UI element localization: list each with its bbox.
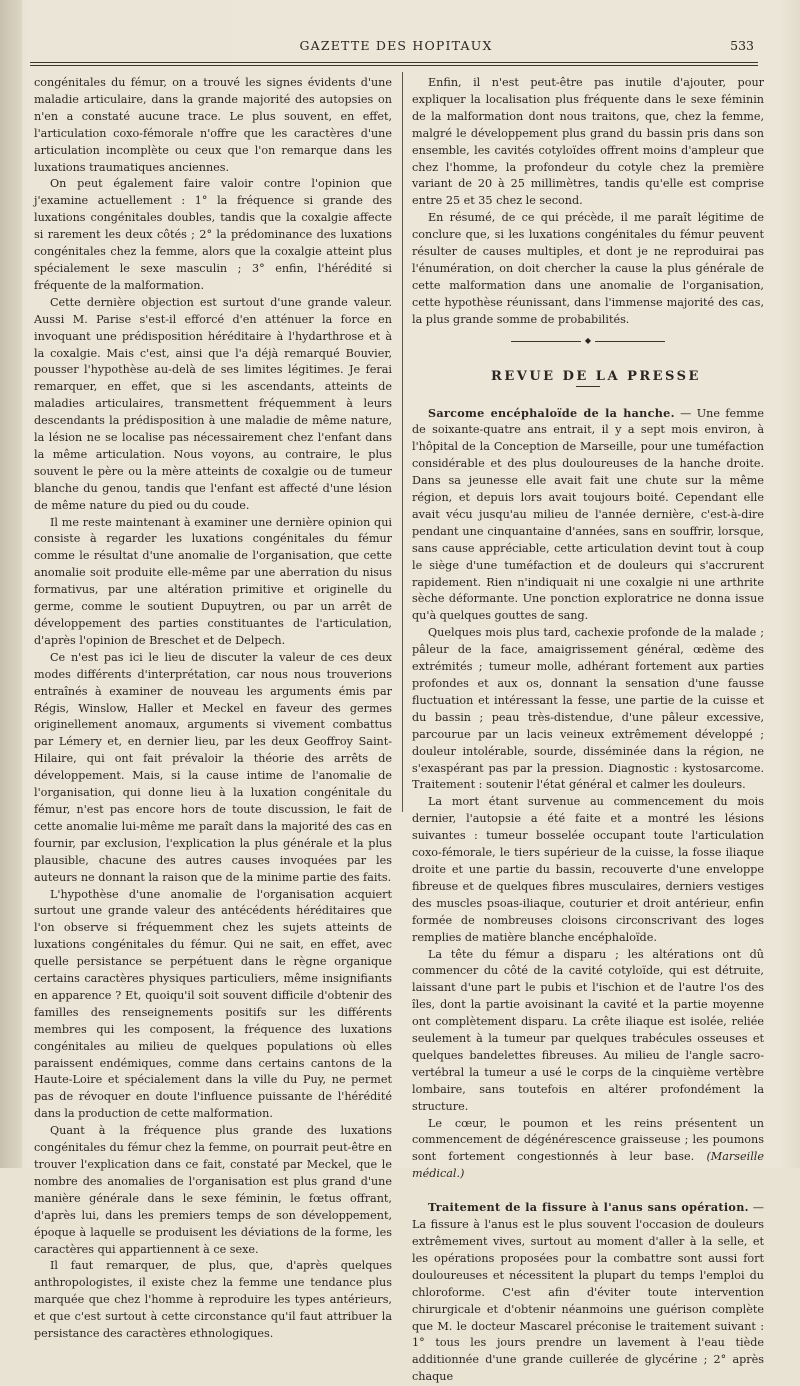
article-title: Sarcome encéphaloïde de la hanche. (428, 405, 675, 420)
paragraph: La mort étant survenue au commencement du mois dernier, l'autopsie a été faite et a montré les lésions suivantes : tumeur bosselée occupant toute l'articulation coxo-fémorale, le tiers supérieur de la cuisse, la fosse iliaque droite et une partie du bassin, recouverte d'une enveloppe fibreuse et de quelques fibres musculaires, derniers vestiges des muscles psoas-iliaque, couturier et droit antérieur, enfin formée de nombreuses cloisons circonscrivant des loges remplies de matière blanche encéphaloïde. (412, 795, 764, 944)
page-binding-shadow (0, 0, 22, 1168)
right-column (412, 75, 764, 1386)
page-header (30, 38, 762, 58)
article-paragraph (412, 1199, 764, 1386)
article-text: — Une femme de soixante-quatre ans entrait, il y a sept mois environ, à l'hôpital de la Conception de Marseille, pour une tuméfaction considérable et des plus douloureuses de la hanche droite. Dans sa jeunesse elle avait fait une chute sur la même région, et depuis lors avait toujours boité. Cependant elle avait vécu jusqu'au milieu de l'année dernière, c'est-à-dire pendant une cinquantaine d'années, sans en souffrir, lorsque, sans cause appréciable, cette articulation devint tout à coup le siège d'une tuméfaction et de douleurs qui s'accrurent rapidement. Rien n'indiquait ni une coxalgie ni une arthrite sèche déformante. Une ponction exploratrice ne donna issue qu'à quelques gouttes de sang. (412, 406, 764, 623)
paragraph: Enfin, il n'est peut-être pas inutile d'ajouter, pour expliquer la localisation plus fréquente dans le sexe féminin de la malformation dont nous traitons, que, chez la femme, malgré le développement plus grand du bassin pris dans son ensemble, les cavités cotyloïdes offrent moins d'ampleur que chez l'homme, la profondeur du cotyle chez la première variant de 20 à 25 millimètres, tandis qu'elle est comprise entre 25 et 35 chez le second. (412, 76, 764, 208)
section-title: REVUE DE LA PRESSE (491, 368, 701, 384)
paragraph: En résumé, de ce qui précède, il me paraît légitime de conclure que, si les luxations congénitales du fémur peuvent résulter de causes multiples, et dont je ne reproduirai pas l'énumération, on doit chercher la cause la plus générale de cette malformation dans une anomalie de l'organisation, cette hypothèse réunissant, dans l'immense majorité des cas, la plus grande somme de probabilités. (412, 211, 764, 326)
running-title: GAZETTE DES HOPITAUX (299, 38, 493, 53)
article-paragraph (412, 1116, 764, 1184)
article-title: Traitement de la fissure à l'anus sans opération. (428, 1200, 749, 1215)
paragraph: Quelques mois plus tard, cachexie profonde de la malade ; pâleur de la face, amaigrissement général, œdème des extrémités ; tumeur molle, adhérant fortement aux parties profondes et aux os, donnant la sensation d'une fausse fluctuation et intéressant la fesse, une partie de la cuisse et du bassin ; peau très-distendue, d'une pâleur excessive, parcourue par un lacis veineux extrêmement développé ; douleur intolérable, sourde, disséminée dans la région, ne s'exaspérant pas par la pression. Diagnostic : kystosarcome. Traitement : soutenir l'état général et calmer les douleurs. (412, 626, 764, 792)
paragraph: L'hypothèse d'une anomalie de l'organisation acquiert surtout une grande valeur des antécédents héréditaires que l'on observe si fréquemment chez les sujets atteints de luxations congénitales du fémur. Qui ne sait, en effet, avec quelle persistance se perpétuent dans le règne organique certains caractères physiques particuliers, même insignifiants en apparence ? Et, quoiqu'il soit souvent difficile d'obtenir des familles des renseignements positifs sur les différents membres qui les composent, la fréquence des luxations congénitales au milieu de quelques populations où elles paraissent endémiques, comme dans certains cantons de la Haute-Loire et spécialement dans la ville du Puy, ne permet pas de révoquer en doute l'influence puissante de l'hérédité dans la production de cette malformation. (34, 887, 392, 1121)
section-title-rule (576, 386, 600, 387)
paragraph: On peut également faire valoir contre l'opinion que j'examine actuellement : 1° la fréquence si grande des luxations congénitales doubles, tandis que la coxalgie affecte si rarement les deux côtés ; 2° la prédominance des luxations congénitales chez la femme, alors que la coxalgie atteint plus spécialement le sexe masculin ; 3° enfin, l'hérédité si fréquente de la malformation. (34, 177, 392, 292)
paragraph: Il faut remarquer, de plus, que, d'après quelques anthropologistes, il existe chez la femme une tendance plus marquée que chez l'homme à reproduire les types antérieurs, et que c'est surtout à cette circonstance qu'il faut attribuer la persistance des caractères ethnologiques. (34, 1259, 392, 1341)
paragraph: Quant à la fréquence plus grande des luxations congénitales du fémur chez la femme, on pourrait peut-être en trouver l'explication dans ce fait, constaté par Meckel, que le nombre des anomalies de l'organisation est plus grand d'une manière générale dans le sexe féminin, le fœtus offrant, d'après lui, dans les premiers temps de son développement, époque à laquelle se produisent les déviations de la forme, les caractères qui appartiennent à ce sexe. (34, 1124, 392, 1256)
article-paragraph (412, 405, 764, 626)
article-text: Le cœur, le poumon et les reins présentent un commencement de dégénérescence graisseuse ; les poumons sont fortement congestionnés à leur base. (412, 1116, 764, 1164)
paragraph: La tête du fémur a disparu ; les altérations ont dû commencer du côté de la cavité cotyloïde, qui est détruite, laissant d'une part le pubis et l'ischion et de l'autre l'os des îles, dont la partie avoisinant la cavité et la partie moyenne ont complètement disparu. La crête iliaque est isolée, reliée seulement à la tumeur par quelques trabécules osseuses et quelques bandelettes fibreuses. Au milieu de l'angle sacro-vertébral la tumeur a usé le corps de la cinquième vertèbre lombaire, sans toutefois en altérer profondément la structure. (412, 947, 764, 1113)
section-separator-ornament: ◆ (412, 337, 764, 347)
page-number: 533 (730, 38, 754, 53)
article-source: (Marseille médical.) (412, 1150, 764, 1181)
paragraph: Cette dernière objection est surtout d'une grande valeur. Aussi M. Parise s'est-il efforcé d'en atténuer la force en invoquant une prédisposition héréditaire à l'hydarthrose et à la coxalgie. Mais c'est, ainsi que l'a déjà remarqué Bouvier, pousser l'hypothèse au-delà de ses limites légitimes. Je ferai remarquer, en effet, que si les ascendants, atteints de maladies articulaires, transmettent fréquemment à leurs descendants la prédisposition à une maladie de même nature, la lésion ne se localise pas nécessairement chez l'enfant dans la même articulation. Nous voyons, au contraire, le plus souvent le père ou la mère atteints de coxalgie ou de tumeur blanche du genou, tandis que l'enfant est affecté d'une lésion de même nature du pied ou du coude. (34, 295, 392, 512)
paragraph: Ce n'est pas ici le lieu de discuter la valeur de ces deux modes différents d'interprétation, car nous nous trouverions entraînés à examiner de nouveau les arguments émis par Régis, Winslow, Haller et Meckel en faveur des germes originellement anomaux, arguments si vivement combattus par Lémery et, en dernier lieu, par les deux Geoffroy Saint-Hilaire, qui ont fait prévaloir la théorie des arrêts de développement. Mais, si la cause intime de l'anomalie de l'organisation, qui donne lieu à la luxation congénitale du fémur, n'est pas encore hors de toute discussion, le fait de cette anomalie lui-même me paraît dans la majorité des cas en fournir, par exclusion, l'explication la plus générale et la plus plausible, chacune des autres causes invoquées par les auteurs ne donnant la raison que de la minime partie des faits. (34, 650, 392, 884)
paragraph: Il me reste maintenant à examiner une dernière opinion qui consiste à regarder les luxations congénitales du fémur comme le résultat d'une anomalie de l'organisation, que cette anomalie soit produite elle-même par une aberration du nisus formativus, par une altération primitive et originelle du germe, comme le soutient Dupuytren, ou par un arrêt de développement des parties constituantes de l'articulation, d'après l'opinion de Breschet et de Delpech. (34, 515, 392, 647)
header-double-rule (30, 62, 758, 66)
paragraph: congénitales du fémur, on a trouvé les signes évidents d'une maladie articulaire, dans la grande majorité des autopsies on n'en a constaté aucune trace. Le plus souvent, en effet, l'articulation coxo-fémorale n'offre que les caractères d'une articulation incomplète ou ceux que l'on remarque dans les luxations traumatiques anciennes. (34, 76, 392, 174)
column-divider (402, 72, 403, 812)
article-text: — La fissure à l'anus est le plus souvent l'occasion de douleurs extrêmement vives, surtout au moment d'aller à la selle, et les opérations proposées pour la combattre sont aussi fort douloureuses et nécessitent la plupart du temps l'emploi du chloroforme. C'est afin d'éviter toute intervention chirurgicale et d'obtenir néanmoins une guérison complète que M. le docteur Mascarel préconise le traitement suivant : 1° tous les jours prendre un lavement à l'eau tiède additionnée d'une grande cuillerée de glycérine ; 2° après chaque (412, 1201, 764, 1384)
left-column (34, 75, 392, 1343)
